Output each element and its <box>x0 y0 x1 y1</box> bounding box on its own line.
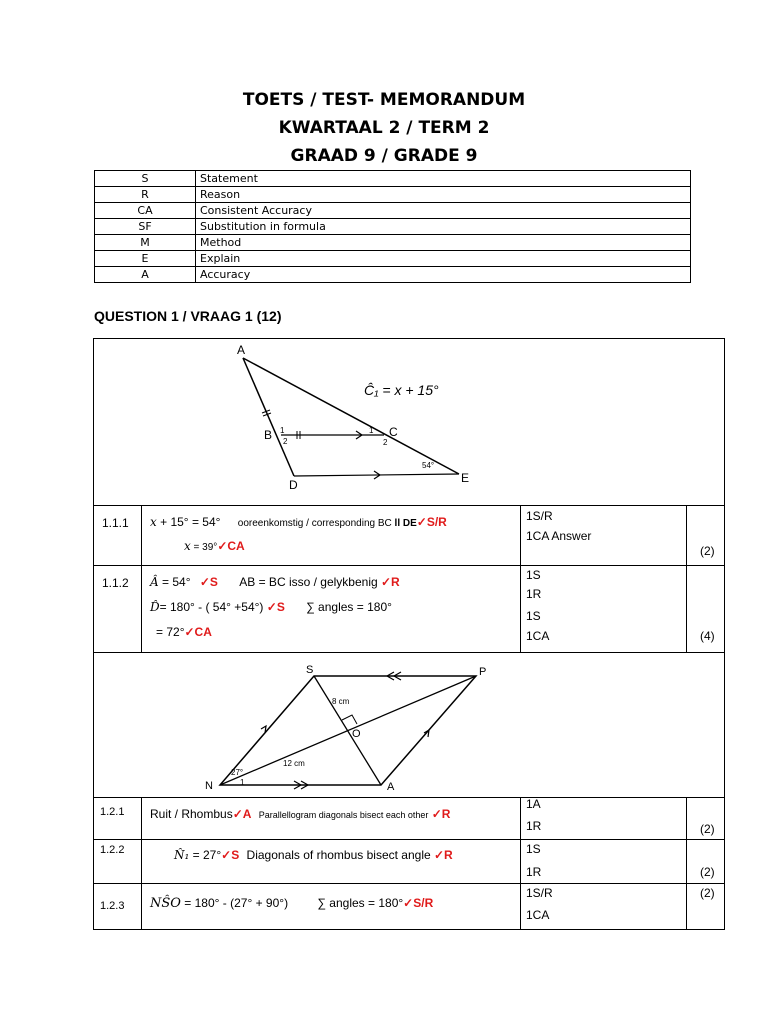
mark-ca: ✓CA <box>217 539 245 553</box>
answer-row-123 <box>93 883 725 930</box>
divider <box>520 566 521 652</box>
abbr-meaning: Explain <box>196 251 691 267</box>
mark-ca: ✓CA <box>184 625 212 639</box>
abbr-code: SF <box>95 219 196 235</box>
mark-a: ✓A <box>232 807 252 821</box>
answer-line1 <box>150 575 400 589</box>
question-number: 1.2.3 <box>100 900 125 912</box>
total-marks: (4) <box>700 629 715 643</box>
divider <box>686 840 687 883</box>
triangle-diagram <box>94 339 724 505</box>
abbr-meaning: Substitution in formula <box>196 219 691 235</box>
abbr-meaning: Consistent Accuracy <box>196 203 691 219</box>
var-x: x <box>150 515 157 529</box>
mark-allocation: 1CA <box>526 908 550 922</box>
divider <box>520 798 521 839</box>
answer-text: Ruit / Rhombus <box>150 807 233 821</box>
angle-d: D̂ <box>150 600 160 614</box>
label-a: A <box>237 343 246 357</box>
answer-row-121 <box>93 797 725 840</box>
divider <box>686 566 687 652</box>
mark-allocation: 1S <box>526 842 541 856</box>
divider <box>520 840 521 883</box>
label-d: D <box>289 478 298 492</box>
mark-allocation: 1S/R <box>526 886 553 900</box>
answer-line2 <box>184 539 245 553</box>
divider <box>686 798 687 839</box>
divider <box>141 506 142 565</box>
divider <box>686 884 687 929</box>
label-c: C <box>389 425 398 439</box>
abbreviation-table <box>94 170 691 283</box>
angle-nso: NŜO <box>150 896 181 911</box>
reason-text: Parallellogram diagonals bisect each other <box>258 810 429 820</box>
angle-a: Â <box>150 575 159 589</box>
abbr-code: R <box>95 187 196 203</box>
answer-line1 <box>174 848 453 862</box>
answer-line1 <box>150 896 433 911</box>
equation: Ĉ₁ = x + 15° <box>364 382 439 398</box>
answer-line3 <box>156 625 212 639</box>
reason-text: AB = BC isso / gelykbenig <box>239 575 378 589</box>
dimension-12cm: 12 cm <box>283 759 305 768</box>
table-row <box>95 171 691 187</box>
diagram2-box <box>93 652 725 798</box>
angle-n1: 1 <box>240 778 245 787</box>
label-b: B <box>264 428 273 442</box>
mark-r: ✓R <box>431 807 451 821</box>
label-o: O <box>352 728 361 740</box>
abbr-code: A <box>95 267 196 283</box>
question-heading: QUESTION 1 / VRAAG 1 (12) <box>94 308 282 324</box>
divider <box>520 884 521 929</box>
mark-allocation: 1S <box>526 568 541 582</box>
divider <box>141 798 142 839</box>
divider <box>520 506 521 565</box>
right-angle-mark <box>342 715 357 724</box>
equation-text: = 39° <box>190 542 218 553</box>
line-de <box>294 474 459 476</box>
diagram1-box <box>93 338 725 506</box>
abbr-meaning: Statement <box>196 171 691 187</box>
mark-s: ✓S <box>199 575 218 589</box>
arrow-ns <box>261 726 266 733</box>
question-number: 1.2.2 <box>100 844 125 856</box>
question-number: 1.2.1 <box>100 806 125 818</box>
abbr-meaning: Accuracy <box>196 267 691 283</box>
var-x: x <box>184 539 191 553</box>
equation-text: = 180° - (27° + 90°) <box>180 896 289 910</box>
answer-line1 <box>150 515 447 529</box>
reason-text: ∑ angles = 180° <box>306 600 392 614</box>
mark-r: ✓R <box>434 848 453 862</box>
total-marks: (2) <box>700 865 715 879</box>
table-row <box>95 219 691 235</box>
reason-text: ooreenkomstig / corresponding BC <box>237 518 392 529</box>
mark-allocation: 1S <box>526 609 541 623</box>
mark-sr: ✓S/R <box>403 896 434 910</box>
angle-b2: 2 <box>283 437 288 446</box>
line-abd <box>243 358 294 476</box>
top-gap <box>224 339 486 343</box>
equation-text: = 54° <box>158 575 191 589</box>
table-row <box>95 187 691 203</box>
dimension-8cm: 8 cm <box>332 697 350 706</box>
mark-allocation: 1CA Answer <box>526 529 592 543</box>
total-marks: (2) <box>700 822 715 836</box>
table-row <box>95 267 691 283</box>
rhombus-diagram <box>94 653 724 797</box>
answer-line1 <box>150 807 450 821</box>
angle-27: 27° <box>231 768 244 777</box>
abbr-meaning: Method <box>196 235 691 251</box>
total-marks: (2) <box>700 544 715 558</box>
angle-c1: 1 <box>369 426 374 435</box>
mark-s: ✓S <box>221 848 240 862</box>
mark-allocation: 1R <box>526 865 542 879</box>
line-ace <box>243 358 459 474</box>
parallel-text: ll DE <box>391 518 417 529</box>
mark-s: ✓S <box>266 600 285 614</box>
reason-text: Diagonals of rhombus bisect angle <box>246 848 431 862</box>
abbr-code: CA <box>95 203 196 219</box>
divider <box>141 840 142 883</box>
label-e: E <box>461 471 470 485</box>
angle-c2: 2 <box>383 438 388 447</box>
doc-title: TOETS / TEST- MEMORANDUM <box>242 90 526 110</box>
answer-line2 <box>150 600 392 614</box>
label-s: S <box>306 664 314 676</box>
mark-allocation: 1CA <box>526 629 550 643</box>
table-row <box>95 235 691 251</box>
abbr-meaning: Reason <box>196 187 691 203</box>
question-number: 1.1.1 <box>102 516 129 530</box>
abbr-code: M <box>95 235 196 251</box>
mark-allocation: 1S/R <box>526 509 553 523</box>
table-row <box>95 251 691 267</box>
term-title: KWARTAAL 2 / TERM 2 <box>278 118 490 138</box>
equation-text: + 15° = 54° <box>156 515 221 529</box>
mark-r: ✓R <box>381 575 400 589</box>
question-number: 1.1.2 <box>102 576 129 590</box>
abbr-code: S <box>95 171 196 187</box>
table-row <box>95 203 691 219</box>
angle-b1: 1 <box>280 426 285 435</box>
equation-text: = 72° <box>156 625 185 639</box>
mark-allocation: 1A <box>526 797 541 811</box>
divider <box>141 566 142 652</box>
label-a: A <box>387 781 395 793</box>
angle-e: 54° <box>422 461 435 470</box>
equation-text: = 27° <box>189 848 222 862</box>
mark-allocation: 1R <box>526 587 542 601</box>
answer-row-112 <box>93 565 725 653</box>
angle-n1: N̂₁ <box>174 848 190 862</box>
label-p: P <box>479 666 487 678</box>
diagonal-sa <box>314 676 381 785</box>
reason-text: ∑ angles = 180° <box>317 896 404 910</box>
mark-allocation: 1R <box>526 819 542 833</box>
total-marks: (2) <box>700 886 715 900</box>
divider <box>686 506 687 565</box>
mark-sr: ✓S/R <box>416 515 447 529</box>
answer-row-122 <box>93 839 725 884</box>
label-n: N <box>205 780 213 792</box>
grade-title: GRAAD 9 / GRADE 9 <box>290 146 478 166</box>
divider <box>141 884 142 929</box>
answer-row-111 <box>93 505 725 566</box>
equation-text: = 180° - ( 54° +54°) <box>159 600 264 614</box>
abbr-code: E <box>95 251 196 267</box>
